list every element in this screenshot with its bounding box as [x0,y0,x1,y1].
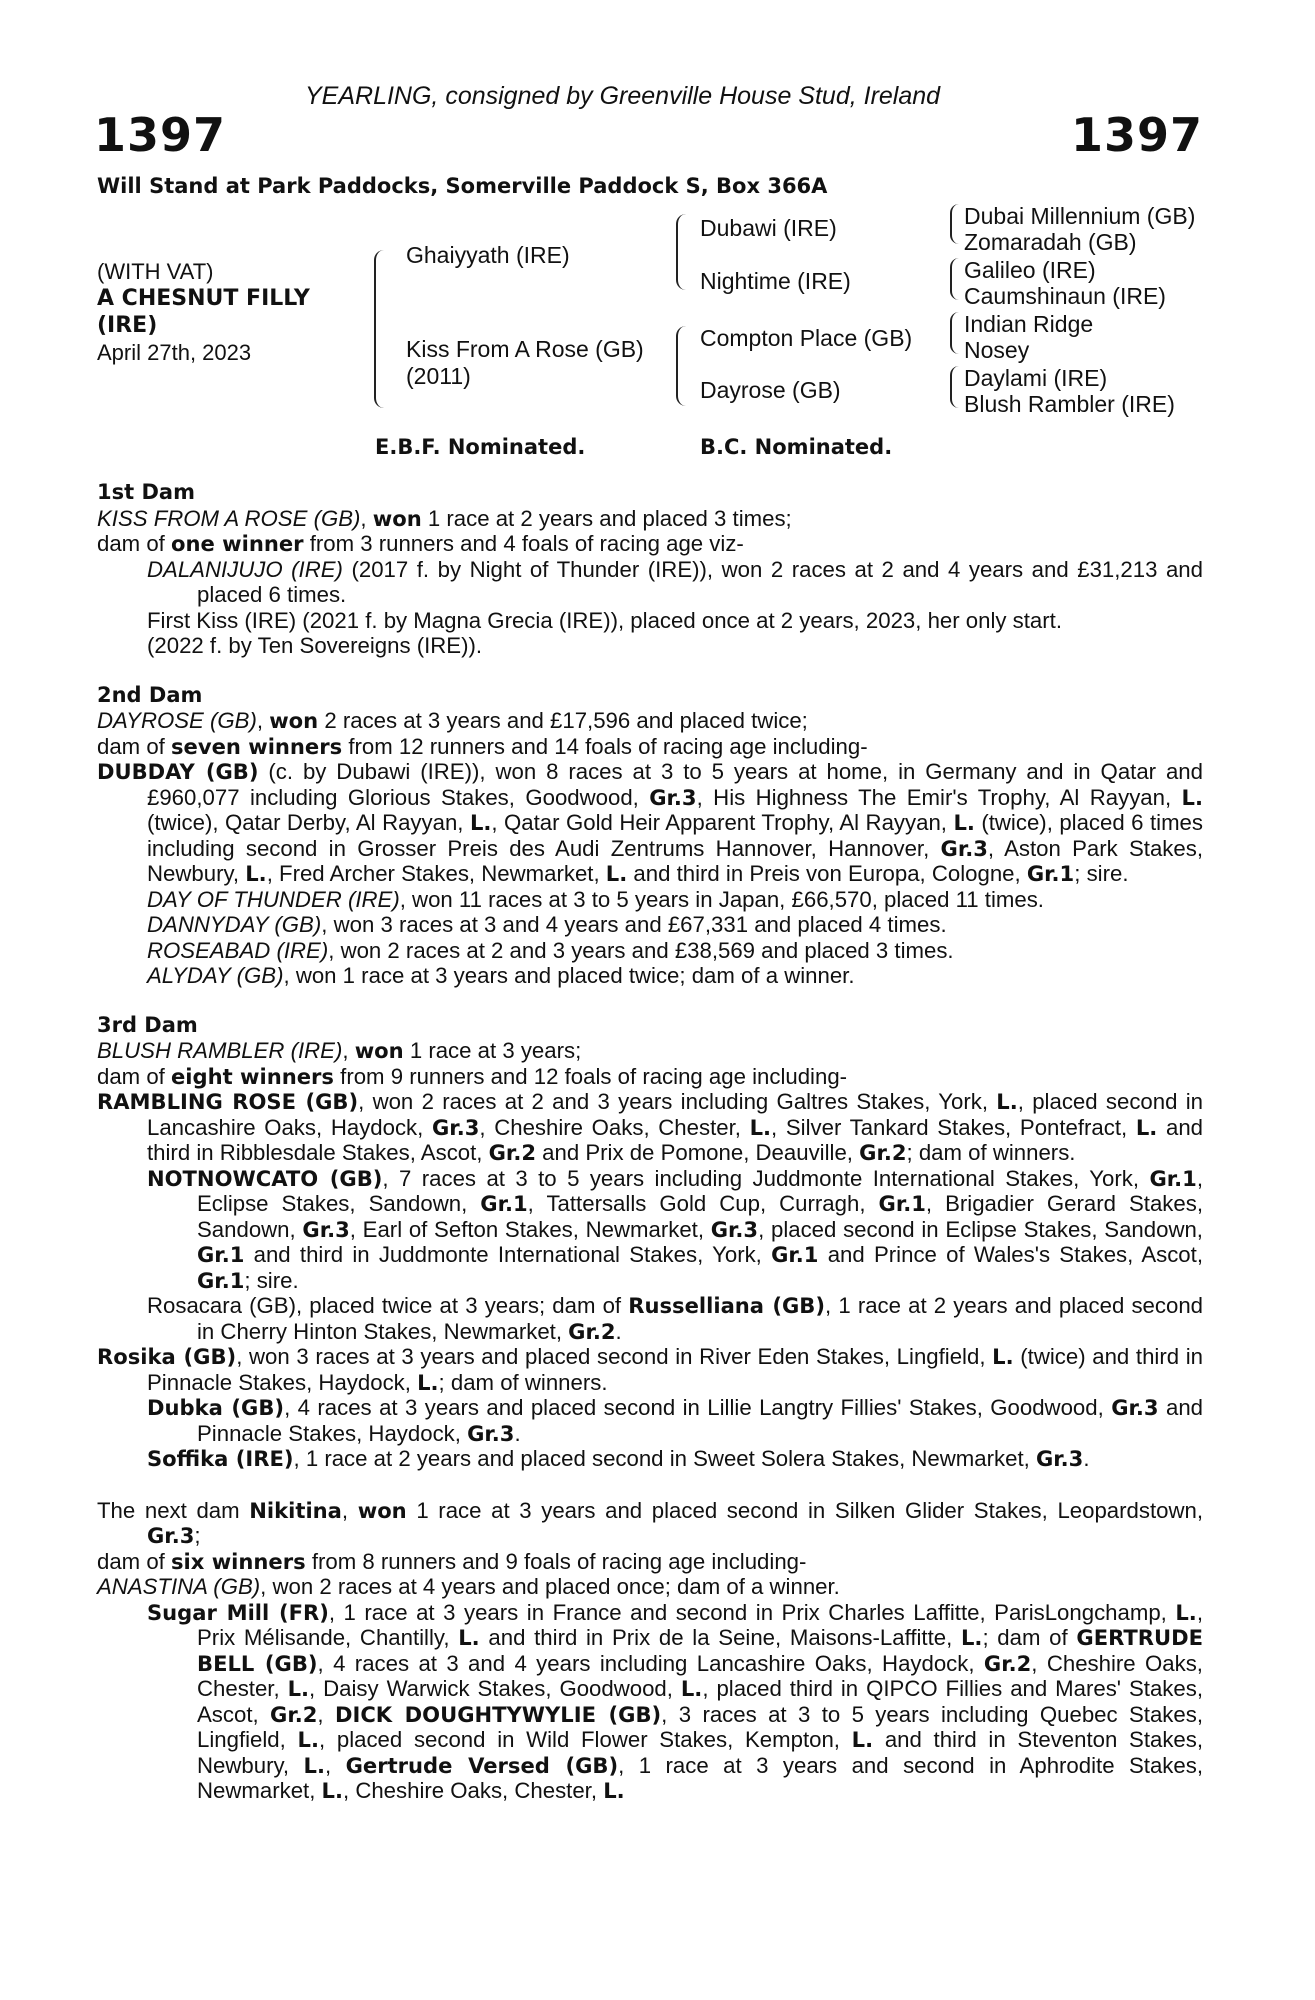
listed: L. [245,861,267,886]
grade: Gr.3 [1035,1446,1084,1471]
listed: L. [297,1727,319,1752]
foaling-date: April 27th, 2023 [97,340,252,365]
produce-entry [97,912,1203,938]
text: , Brigadier Gerard Stakes, Sandown, [197,1191,1203,1242]
dam-sire-sire: Indian Ridge [964,311,1094,337]
won-label: won [357,1497,407,1523]
text: . [514,1420,521,1446]
dam-dam: Dayrose (GB) [700,377,841,403]
horse-name: NOTNOWCATO (GB) [147,1165,383,1191]
horse-name: Gertrude Versed (GB) [345,1752,619,1778]
listed: L. [960,1625,983,1650]
horse-name: DAY OF THUNDER (IRE) [147,886,400,912]
text: , 7 races at 3 to 5 years including Juddmonte International Stakes, York, [382,1165,1150,1191]
text: , placed second in Wild Flower Stakes, Kempton, [318,1727,852,1752]
produce-entry-rosacara [97,1293,1203,1344]
listed: L. [1175,1599,1197,1625]
grade: Gr.1 [197,1267,245,1293]
first-dam-record: KISS FROM A ROSE (GB), won 1 race at 2 years and placed 3 times; [97,505,792,531]
ebf-nominated: E.B.F. Nominated. [375,435,586,459]
horse-name: DANNYDAY (GB) [147,912,322,937]
grade: Gr.1 [480,1191,528,1216]
text: dam of [97,531,171,556]
listed: L. [603,1778,625,1803]
first-dam-won: won [372,505,422,531]
horse-name: DICK DOUGHTYWYLIE (GB) [334,1701,662,1727]
produce-entry [97,938,1203,964]
text: dam of [97,1063,171,1089]
next-dam-name: Nikitina [249,1497,342,1523]
listed: L. [321,1778,343,1803]
sire: Ghaiyyath (IRE) [406,242,570,268]
won-label: won [269,708,319,733]
text: , 1 race at 3 years in France and second in Prix Charles Laffitte, ParisLongchamp, [328,1599,1176,1625]
horse-name: RAMBLING ROSE (GB) [97,1089,359,1114]
text: , won 3 races at 3 years and placed second in River Eden Stakes, Lingfield, [236,1344,993,1369]
horse-name: Soffika (IRE) [147,1446,294,1471]
text: , 3 races at 3 to 5 years including Quebec Stakes, Lingfield, [197,1701,1203,1752]
text: , Silver Tankard Stakes, Pontefract, [771,1114,1136,1140]
text: and Pinnacle Stakes, Haydock, [197,1395,1203,1446]
horse-details [97,258,310,366]
horse-name: DUBDAY (GB) [97,759,259,784]
second-dam-name: DAYROSE (GB) [97,708,257,733]
third-dam-produce-summary [97,1064,1203,1090]
text: , Eclipse Stakes, Sandown, [197,1165,1203,1216]
dam: Kiss From A Rose (GB) [406,336,644,362]
grade: Gr.3 [302,1216,350,1242]
listed: L. [417,1369,439,1395]
produce-entry [97,963,1203,989]
won-label: won [354,1038,404,1063]
produce-entry: First Kiss (IRE) (2021 f. by Magna Grecia (IRE)), placed once at 2 years, 2023, her only start. [147,607,1062,633]
text: , [341,1497,358,1523]
text: ; dam of [982,1625,1077,1650]
text: and third in Preis von Europa, Cologne, [627,861,1027,886]
text: . [1083,1446,1090,1471]
third-dam-record: BLUSH RAMBLER (IRE), won 1 race at 3 years; [97,1038,582,1063]
horse-name: DALANIJUJO (IRE) [147,556,343,582]
first-dam-heading: 1st Dam [97,480,195,504]
text: , 4 races at 3 years and placed second in Lillie Langtry Fillies' Stakes, Goodwood, [284,1395,1112,1420]
second-dam-produce-summary [97,734,1203,760]
text: , Tattersalls Gold Cup, Curragh, [527,1191,879,1216]
text: from 9 runners and 12 foals of racing age including- [333,1063,848,1089]
text: 1 race at 3 years and placed second in Silken Glider Stakes, Leopardstown, [406,1497,1203,1523]
pedigree-brace-dd [950,366,959,408]
sire-dam: Nightime (IRE) [700,268,851,294]
text: from 8 runners and 9 foals of racing age including- [305,1548,807,1574]
horse-name: Sugar Mill (FR) [147,1599,329,1625]
text: , Daisy Warwick Stakes, Goodwood, [309,1676,681,1701]
grade: Gr.2 [983,1650,1032,1676]
grade: Gr.2 [568,1318,616,1344]
horse-name: Russelliana (GB) [628,1293,825,1318]
grade: Gr.1 [771,1242,819,1267]
produce-entry-soffika [97,1446,1203,1472]
grade: Gr.3 [1111,1395,1159,1420]
produce-entry: (2022 f. by Ten Sovereigns (IRE)). [147,633,483,658]
text: , won 2 races at 2 and 3 years including Galtres Stakes, York, [358,1089,997,1114]
text: , placed second in Lancashire Oaks, Haydock, [147,1089,1203,1140]
text: and third in Ribblesdale Stakes, Ascot, [147,1114,1203,1165]
text: , won 1 race at 3 years and placed twice; dam of a winner. [283,963,855,988]
text: , won 2 races at 4 years and placed once; dam of a winner. [260,1574,840,1599]
text: 1 race at 3 years; [403,1038,582,1063]
listed: L. [1181,784,1203,810]
text: , Qatar Gold Heir Apparent Trophy, Al Rayyan, [491,810,954,835]
text: and third in Steventon Stakes, Newbury, [197,1727,1204,1778]
dam-sire: Compton Place (GB) [700,325,913,351]
grade: Gr.1 [878,1191,926,1216]
first-dam-produce-summary [97,531,1203,557]
first-dam-name: KISS FROM A ROSE (GB) [97,505,361,531]
text: ; sire. [244,1267,299,1293]
listed: L. [605,861,628,886]
listed: L. [287,1676,310,1701]
text: , won 11 races at 3 to 5 years in Japan, £66,570, placed 11 times. [399,886,1044,912]
text: Rosacara (GB), placed twice at 3 years; dam of [147,1293,629,1318]
text: , won 3 races at 3 and 4 years and £67,331 and placed 4 times. [321,912,947,937]
text: , 1 race at 3 years and second in Aphrodite Stakes, Newmarket, [197,1752,1203,1803]
pedigree-brace-main [374,250,386,408]
text: The next dam [97,1497,250,1523]
grade: Gr.2 [270,1701,318,1727]
lot-number-left: 1397 [94,108,227,162]
text: , placed third in QIPCO Fillies and Mares' Stakes, Ascot, [197,1676,1203,1727]
text: , won 2 races at 2 and 3 years and £38,569 and placed 3 times. [328,937,954,963]
dam-dam-sire: Daylami (IRE) [964,365,1108,391]
grade: Gr.1 [1026,861,1075,886]
text: . [615,1318,622,1344]
text: (c. by Dubawi (IRE)), won 8 races at 3 to 5 years at home, in Germany and in Qatar and £960,077 including Glorious Stakes, Goodwood, [147,759,1203,810]
text: , placed second in Eclipse Stakes, Sandown, [758,1216,1203,1242]
text: , Cheshire Oaks, Chester, [479,1114,750,1140]
grade: Gr.1 [1149,1165,1197,1191]
grade: Gr.3 [147,1523,195,1548]
first-dam-race-record: 1 race at 2 years and placed 3 times; [421,505,792,531]
text: , 1 race at 2 years and placed second in Sweet Solera Stakes, Newmarket, [293,1446,1036,1471]
text: and Prix de Pomone, Deauville, [536,1140,860,1165]
produce-entry-rosika [97,1344,1203,1395]
text: and third in Prix de la Seine, Maisons-Laffitte, [479,1625,961,1650]
horse-name: A CHESNUT FILLY [97,286,310,311]
listed: L. [303,1752,325,1778]
next-dam-record [97,1498,1203,1549]
dam-dam-dam: Blush Rambler (IRE) [964,391,1175,417]
produce-entry-notnowcato [97,1166,1203,1294]
grade: Gr.1 [197,1242,245,1267]
produce-entry [97,887,1203,913]
text: , [324,1752,346,1778]
second-dam-heading: 2nd Dam [97,682,203,707]
stand-location: Will Stand at Park Paddocks, Somerville Paddock S, Box 366A [97,174,828,198]
listed: L. [1135,1114,1158,1140]
vat-label: (WITH VAT) [97,259,214,284]
winners-count: one winner [171,531,304,556]
text: 2 races at 3 years and £17,596 and placed twice; [318,708,808,733]
third-dam-name: BLUSH RAMBLER (IRE) [97,1038,343,1063]
text: , Cheshire Oaks, Chester, [197,1650,1203,1701]
listed: L. [469,810,492,835]
listed: L. [680,1676,703,1701]
listed: L. [749,1114,772,1140]
text: , His Highness The Emir's Trophy, Al Rayyan, [696,784,1182,810]
grade: Gr.3 [940,835,988,861]
lot-number-right: 1397 [1070,108,1203,162]
text: , [317,1701,335,1727]
text: ; sire. [1074,861,1129,886]
produce-entry-dubka [97,1395,1203,1446]
text: , 4 races at 3 and 4 years including Lancashire Oaks, Haydock, [317,1650,984,1676]
winners-count: six winners [171,1548,306,1574]
text: (twice), Qatar Derby, Al Rayyan, [147,810,470,835]
bc-nominated: B.C. Nominated. [700,435,893,459]
sire-dam-sire: Galileo (IRE) [964,257,1096,283]
catalogue-subtitle: YEARLING, consigned by Greenville House Stud, Ireland [305,82,941,110]
grade: Gr.3 [710,1216,759,1242]
text: (twice) and third in Pinnacle Stakes, Haydock, [147,1344,1203,1395]
produce-record [97,480,1203,1804]
horse-name: GERTRUDE BELL (GB) [197,1625,1204,1676]
pedigree-brace-dam [676,326,686,406]
horse-name-country: (IRE) [97,313,158,338]
text: , Prix Mélisande, Chantilly, [197,1599,1203,1650]
sire-sire-dam: Zomaradah (GB) [964,229,1137,255]
grade: Gr.2 [859,1140,907,1165]
text: dam of [97,1548,171,1574]
pedigree-brace-ds [950,312,959,354]
sire-sire: Dubawi (IRE) [700,215,837,241]
text: , Fred Archer Stakes, Newmarket, [266,861,606,886]
horse-name: Rosika (GB) [97,1344,237,1369]
grade: Gr.3 [467,1420,515,1446]
produce-entry-dubday [97,759,1203,887]
listed: L. [992,1344,1014,1369]
pedigree-brace-sd [950,258,959,300]
horse-name: ANASTINA (GB) [97,1574,261,1599]
pedigree-brace-ss [950,204,959,244]
horse-name: Dubka (GB) [147,1395,285,1420]
winners-count: eight winners [171,1063,334,1089]
next-dam-produce-summary [97,1549,1203,1575]
text: ; dam of winners. [438,1369,608,1395]
horse-name: ALYDAY (GB) [147,963,284,988]
produce-entry-rambling-rose [97,1089,1203,1166]
text: , Aston Park Stakes, Newbury, [147,835,1203,886]
text: dam of [97,733,171,759]
text: (2017 f. by Night of Thunder (IRE)), won 2 races at 2 and 4 years and £31,213 and placed 6 times. [197,556,1203,607]
produce-entry [97,557,1203,608]
second-dam-record: DAYROSE (GB), won 2 races at 3 years and £17,596 and placed twice; [97,708,808,733]
winners-count: seven winners [171,733,343,759]
text: , Cheshire Oaks, Chester, [342,1778,604,1803]
produce-entry-sugar-mill [97,1600,1203,1804]
text: ; [194,1523,201,1548]
grade: Gr.2 [488,1140,536,1165]
text: , Earl of Sefton Stakes, Newmarket, [349,1216,711,1242]
produce-entry-anastina [97,1574,1203,1600]
text: , 1 race at 2 years and placed second in Cherry Hinton Stakes, Newmarket, [197,1293,1203,1344]
horse-name: ROSEABAD (IRE) [147,937,329,963]
third-dam-heading: 3rd Dam [97,1012,198,1037]
listed: L. [996,1089,1018,1114]
grade: Gr.3 [432,1114,480,1140]
pedigree-brace-sire [676,214,686,290]
dam-year: (2011) [406,363,471,389]
text: ; dam of winners. [906,1140,1076,1165]
text: from 3 runners and 4 foals of racing age viz- [303,531,744,556]
text: (twice), placed 6 times including second in Grosser Preis des Audi Zentrums Hannover, Hannover, [147,810,1203,861]
sire-dam-dam: Caumshinaun (IRE) [964,283,1166,309]
grade: Gr.3 [649,784,697,810]
sire-sire-sire: Dubai Millennium (GB) [964,203,1196,229]
dam-sire-dam: Nosey [964,337,1030,363]
text: from 12 runners and 14 foals of racing age including- [342,733,868,759]
text: and Prince of Wales's Stakes, Ascot, [818,1242,1203,1267]
listed: L. [458,1625,480,1650]
text: and third in Juddmonte International Stakes, York, [244,1242,772,1267]
listed: L. [953,810,975,835]
listed: L. [851,1727,874,1752]
